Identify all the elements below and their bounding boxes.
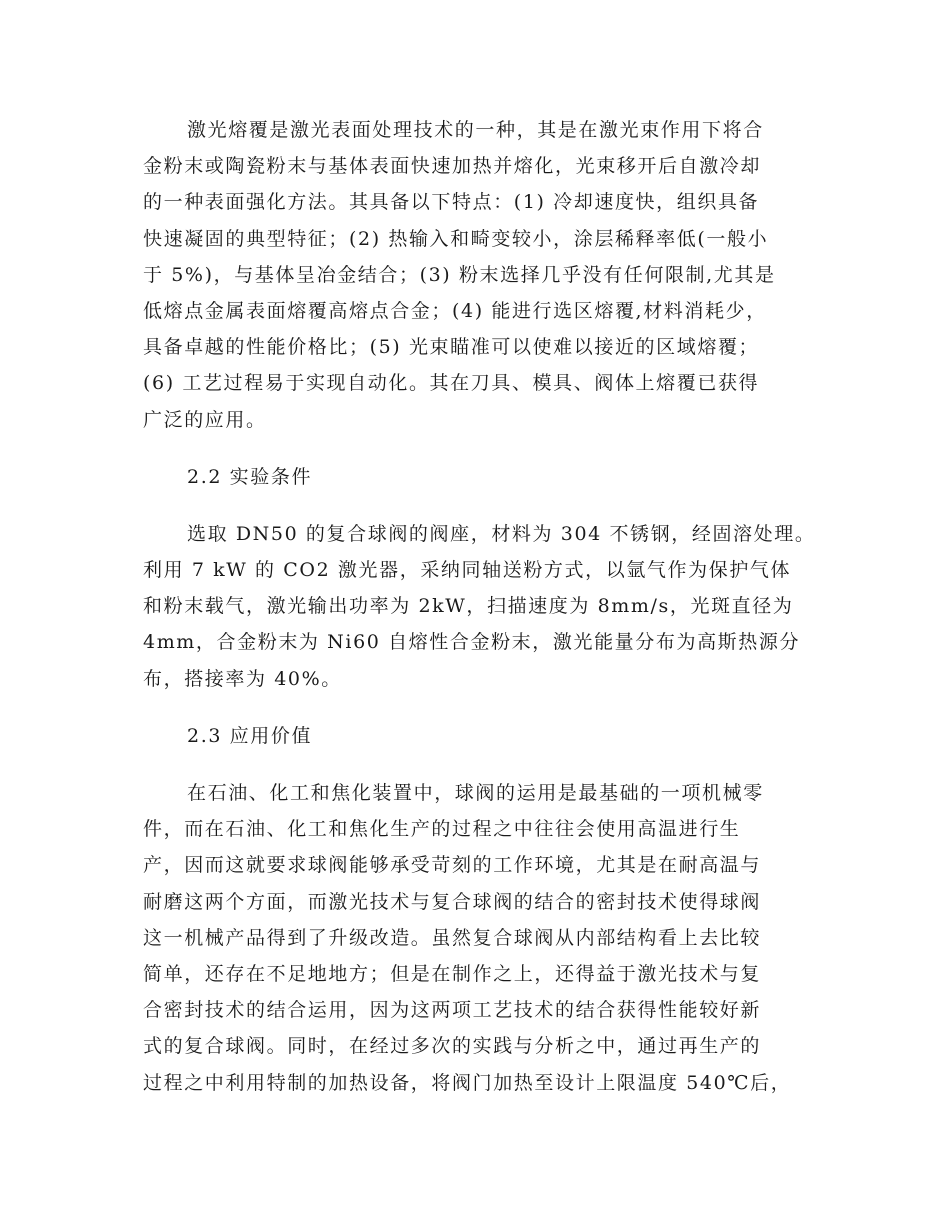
paragraph-conditions bbox=[143, 516, 816, 697]
paragraph-spacer bbox=[143, 495, 803, 516]
paragraph-spacer bbox=[143, 754, 803, 775]
text-line: 低熔点金属表面熔覆高熔点合金；(4) 能进行选区熔覆,材料消耗少， bbox=[143, 299, 767, 322]
text-line: 4mm，合金粉末为 Ni60 自熔性合金粉末，激光能量分布为高斯热源分 bbox=[143, 631, 801, 654]
text-line: 选取 DN50 的复合球阀的阀座，材料为 304 不锈钢，经固溶处理。 bbox=[187, 522, 816, 545]
text-line: 金粉末或陶瓷粉末与基体表面快速加热并熔化，光束移开后自激冷却 bbox=[143, 155, 762, 178]
text-line: 快速凝固的典型特征；(2) 热输入和畸变较小，涂层稀释率低(一般小 bbox=[143, 227, 769, 250]
text-line: 具备卓越的性能价格比；(5) 光束瞄准可以使难以接近的区域熔覆； bbox=[143, 336, 760, 359]
paragraph-value bbox=[143, 775, 803, 1101]
paragraph-spacer bbox=[143, 438, 803, 459]
document-page bbox=[143, 112, 816, 1101]
text-line: 过程之中利用特制的加热设备，将阀门加热至设计上限温度 540℃后， bbox=[143, 1071, 792, 1094]
section-title: 2.3 应用价值 bbox=[187, 724, 313, 747]
text-line: (6) 工艺过程易于实现自动化。其在刀具、模具、阀体上熔覆已获得 bbox=[143, 372, 760, 395]
text-line: 广泛的应用。 bbox=[143, 408, 267, 431]
text-line: 激光熔覆是激光表面处理技术的一种，其是在激光束作用下将合 bbox=[187, 119, 764, 141]
text-line: 于 5%)，与基体呈冶金结合；(3) 粉末选择几乎没有任何限制,尤其是 bbox=[143, 263, 776, 286]
section-heading-2-2 bbox=[143, 459, 803, 495]
text-line: 的一种表面强化方法。其具备以下特点：(1) 冷却速度快，组织具备 bbox=[143, 191, 760, 214]
paragraph-spacer bbox=[143, 697, 803, 718]
text-line: 件，而在石油、化工和焦化生产的过程之中往往会使用高温进行生 bbox=[143, 818, 741, 841]
text-line: 产，因而这就要求球阀能够承受苛刻的工作环境，尤其是在耐高温与 bbox=[143, 854, 762, 877]
text-line: 布，搭接率为 40%。 bbox=[143, 667, 342, 690]
text-line: 合密封技术的结合运用，因为这两项工艺技术的结合获得性能较好新 bbox=[143, 999, 762, 1022]
text-line: 式的复合球阀。同时，在经过多次的实践与分析之中，通过再生产的 bbox=[143, 1035, 762, 1058]
text-line: 耐磨这两个方面，而激光技术与复合球阀的结合的密封技术使得球阀 bbox=[143, 890, 762, 913]
paragraph-intro bbox=[143, 112, 803, 438]
section-title: 2.2 实验条件 bbox=[187, 465, 313, 488]
text-line: 和粉末载气，激光输出功率为 2kW，扫描速度为 8mm/s，光斑直径为 bbox=[143, 595, 794, 618]
section-heading-2-3 bbox=[143, 718, 803, 754]
text-line: 在石油、化工和焦化装置中，球阀的运用是最基础的一项机械零 bbox=[187, 782, 764, 804]
text-line: 利用 7 kW 的 CO2 激光器，采纳同轴送粉方式，以氩气作为保护气体 bbox=[143, 559, 792, 582]
text-line: 这一机械产品得到了升级改造。虽然复合球阀从内部结构看上去比较 bbox=[143, 926, 762, 949]
text-line: 简单，还存在不足地地方；但是在制作之上，还得益于激光技术与复 bbox=[143, 962, 762, 985]
